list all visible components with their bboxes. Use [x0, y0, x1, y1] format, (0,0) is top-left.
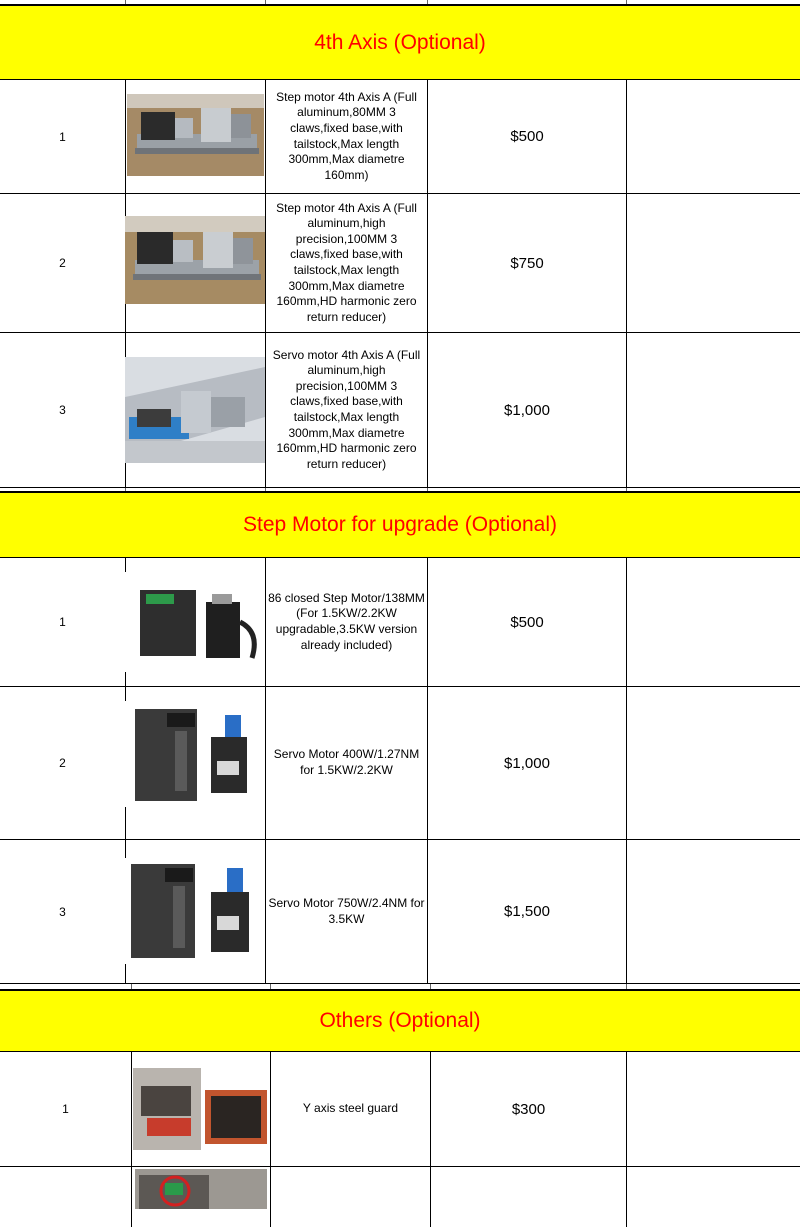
row-number: 3 — [59, 403, 66, 417]
section-header-4th-axis — [0, 4, 800, 80]
section-title: Step Motor for upgrade (Optional) — [243, 513, 557, 536]
empty-cell — [627, 558, 800, 686]
product-photo-y-axis-steel-guard — [133, 1068, 268, 1150]
row-number: 1 — [62, 1102, 69, 1116]
product-description: Servo Motor 400W/1.27NM for 1.5KW/2.2KW — [273, 747, 420, 777]
product-description — [271, 1167, 430, 1227]
table-row — [0, 1167, 800, 1227]
row-number — [0, 1167, 131, 1227]
section-title: Others (Optional) — [319, 1009, 481, 1032]
row-number: 2 — [59, 756, 66, 770]
product-description: Y axis steel guard — [302, 1101, 399, 1116]
product-photo-servo-4th-axis — [125, 357, 265, 463]
empty-cell — [627, 687, 800, 839]
section-header-step-motor — [0, 491, 800, 558]
row-number: 2 — [59, 256, 66, 270]
empty-cell — [627, 333, 800, 487]
table-row — [0, 558, 800, 687]
product-photo-4th-axis-100mm — [125, 216, 265, 304]
product-description: Step motor 4th Axis A (Full aluminum,80MM 3 claws,fixed base,with tailstock,Max length 300mm,Max diametre 160mm) — [276, 89, 417, 182]
product-photo-servo-motor-750w — [125, 858, 265, 964]
empty-cell — [627, 1052, 800, 1166]
empty-cell — [627, 840, 800, 983]
product-description: Step motor 4th Axis A (Full aluminum,high precision,100MM 3 claws,fixed base,with tailstock,Max length 300mm,Max diametre 160mm,HD harmonic zero return reducer) — [276, 200, 417, 324]
row-number: 3 — [59, 904, 66, 919]
table-row — [0, 80, 800, 194]
empty-cell — [627, 80, 800, 193]
row-number: 1 — [59, 615, 66, 629]
row-number: 1 — [59, 129, 66, 144]
product-price: $300 — [511, 1100, 546, 1118]
product-description: 86 closed Step Motor/138MM (For 1.5KW/2.2KW upgradable,3.5KW version already included) — [268, 590, 425, 652]
product-price: $1,000 — [504, 401, 550, 419]
product-price: $1,000 — [504, 754, 550, 772]
table-row — [0, 840, 800, 984]
section-header-others — [0, 989, 800, 1052]
table-row — [0, 1052, 800, 1167]
product-description: Servo Motor 750W/2.4NM for 3.5KW — [268, 895, 425, 926]
empty-cell — [627, 1167, 800, 1227]
product-photo-86-closed-step-motor — [124, 572, 264, 672]
table-row — [0, 687, 800, 840]
product-price: $750 — [510, 254, 544, 272]
product-price: $500 — [510, 613, 544, 631]
product-photo-servo-motor-400w — [125, 701, 265, 807]
product-photo-4th-axis-80mm — [127, 94, 264, 176]
empty-cell — [627, 194, 800, 332]
product-price: $1,500 — [504, 903, 550, 920]
table-row — [0, 333, 800, 488]
product-photo-partial — [135, 1169, 267, 1209]
product-description: Servo motor 4th Axis A (Full aluminum,high precision,100MM 3 claws,fixed base,with tailstock,Max length 300mm,Max diametre 160mm,HD harmonic zero return reducer) — [272, 347, 421, 471]
product-price: $500 — [510, 128, 544, 145]
product-price — [431, 1167, 626, 1227]
table-row — [0, 194, 800, 333]
section-title: 4th Axis (Optional) — [314, 30, 486, 54]
